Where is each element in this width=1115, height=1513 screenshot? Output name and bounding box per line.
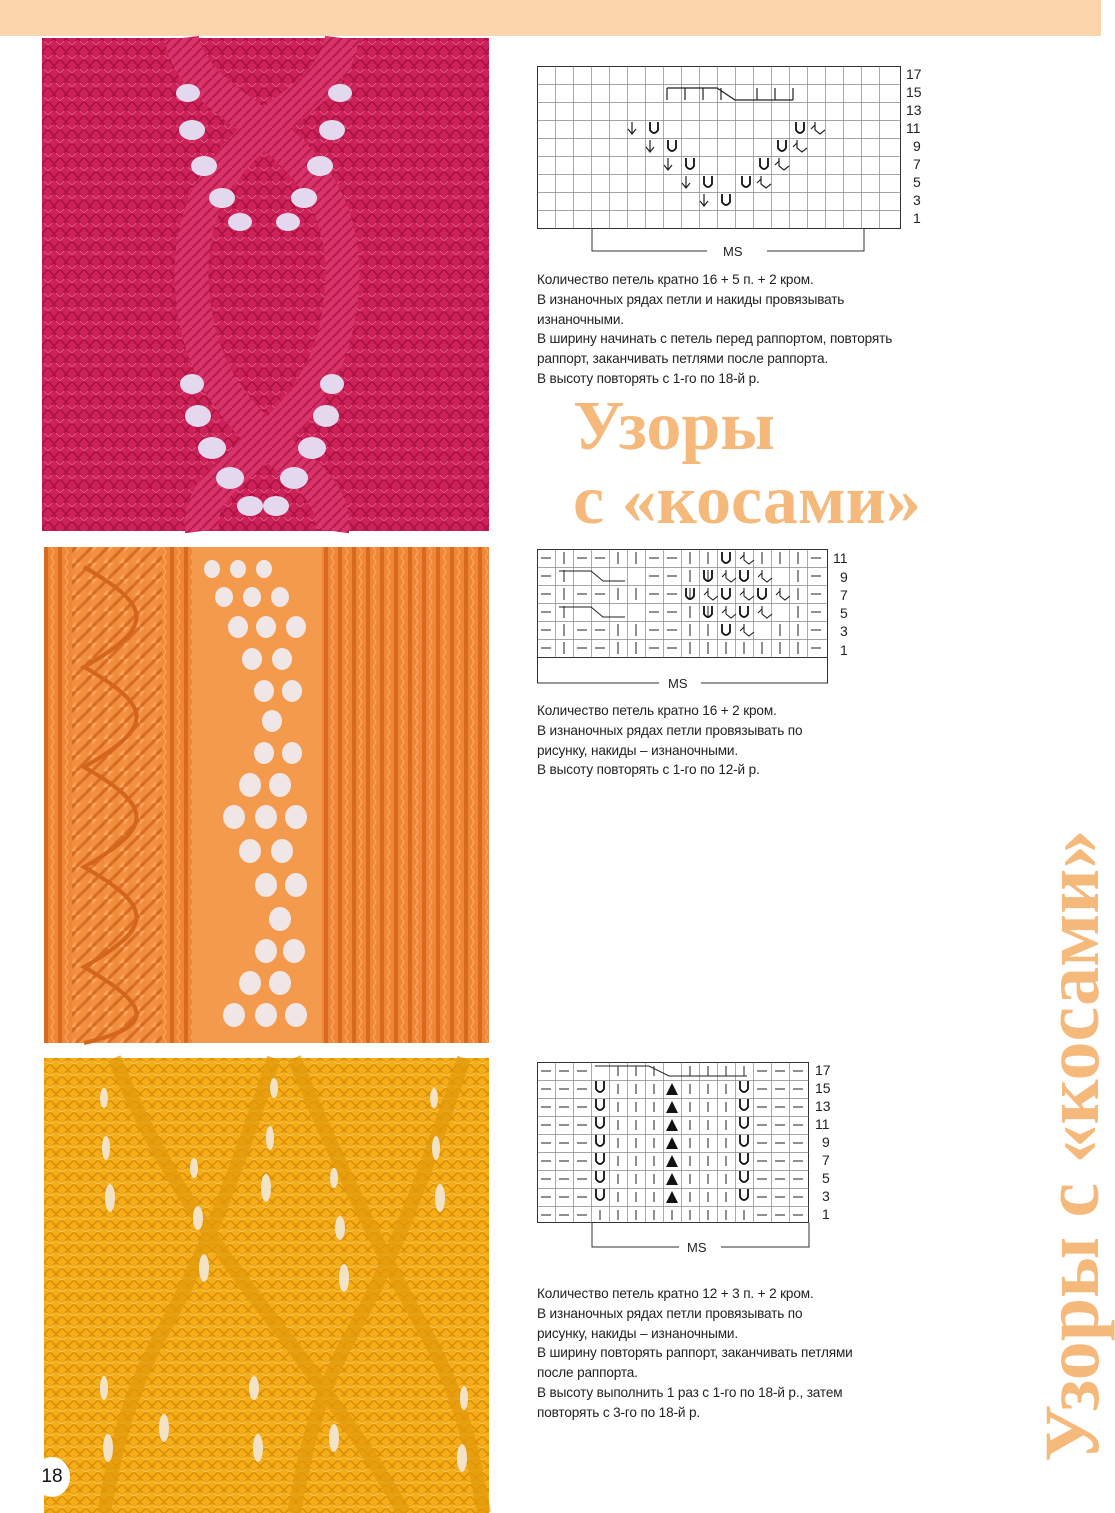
row-number: 11 (833, 550, 848, 566)
row-number: 5 (913, 174, 921, 190)
instruction-line: В изнаночных рядах петли провязывать по (537, 1305, 803, 1321)
row-number: 1 (822, 1206, 830, 1222)
instructions-1 (537, 270, 892, 389)
row-number: 1 (913, 210, 921, 226)
row-number: 1 (840, 642, 848, 658)
instruction-line: В ширину начинать с петель перед раппортом, повторять (537, 331, 893, 347)
instruction-line: В высоту выполнить 1 раз с 1-го по 18-й р., затем (537, 1384, 843, 1400)
instruction-line: Количество петель кратно 12 + 3 п. + 2 кром. (537, 1286, 814, 1301)
section-title-line-1: Узоры (573, 388, 775, 465)
instruction-line: Количество петель кратно 16 + 2 кром. (537, 703, 777, 718)
instruction-line: повторять с 3-го по 18-й р. (537, 1404, 700, 1420)
instruction-line: раппорт, заканчивать петлями после раппорта. (537, 351, 829, 367)
pink-knit-swatch-photo (42, 38, 489, 531)
orange-knit-swatch-photo (44, 547, 489, 1043)
row-number: 13 (815, 1098, 831, 1114)
instruction-line: после раппорта. (537, 1365, 638, 1381)
top-color-band (0, 0, 1101, 36)
instructions-3 (537, 1284, 853, 1423)
repeat-label: MS (723, 244, 743, 259)
section-title-line-2: с «косами» (573, 462, 921, 539)
section-title (573, 390, 921, 538)
row-number: 15 (815, 1080, 831, 1096)
row-number: 3 (822, 1188, 830, 1204)
instruction-line: Количество петель кратно 16 + 5 п. + 2 кром. (537, 272, 814, 287)
instruction-line: В высоту повторять с 1-го по 12-й р. (537, 762, 760, 778)
row-number: 7 (822, 1152, 830, 1168)
row-number: 17 (815, 1062, 831, 1078)
side-title: Узоры с «косами» (1028, 829, 1115, 1462)
knitting-chart-2 (537, 549, 857, 694)
row-number: 3 (913, 192, 921, 208)
repeat-label: MS (687, 1240, 707, 1255)
instruction-line: рисунку, накиды – изнаночными. (537, 1325, 739, 1341)
row-number: 5 (840, 605, 848, 621)
instruction-line: В высоту повторять с 1-го по 18-й р. (537, 370, 760, 386)
row-number: 17 (906, 66, 922, 82)
instruction-line: В изнаночных рядах петли провязывать по (537, 722, 803, 738)
row-number: 7 (913, 156, 921, 172)
row-number: 9 (822, 1134, 830, 1150)
page-number: 18 (34, 1457, 70, 1497)
row-number: 3 (840, 623, 848, 639)
row-number: 11 (906, 120, 921, 136)
row-number: 11 (815, 1116, 830, 1132)
repeat-label: MS (668, 676, 688, 691)
row-number: 15 (906, 84, 922, 100)
row-number: 7 (840, 587, 848, 603)
knitting-chart-1 (537, 63, 937, 263)
knitting-chart-3 (537, 1059, 857, 1259)
instruction-line: изнаночными. (537, 311, 624, 327)
instruction-line: В изнаночных рядах петли и накиды провязывать (537, 291, 845, 307)
row-number: 5 (822, 1170, 830, 1186)
instructions-2 (537, 701, 802, 780)
instruction-line: В ширину повторять раппорт, заканчивать петлями (537, 1345, 853, 1361)
row-number: 13 (906, 102, 922, 118)
yellow-knit-swatch-photo (44, 1058, 489, 1513)
row-number: 9 (840, 569, 848, 585)
row-number: 9 (913, 138, 921, 154)
instruction-line: рисунку, накиды – изнаночными. (537, 742, 739, 758)
